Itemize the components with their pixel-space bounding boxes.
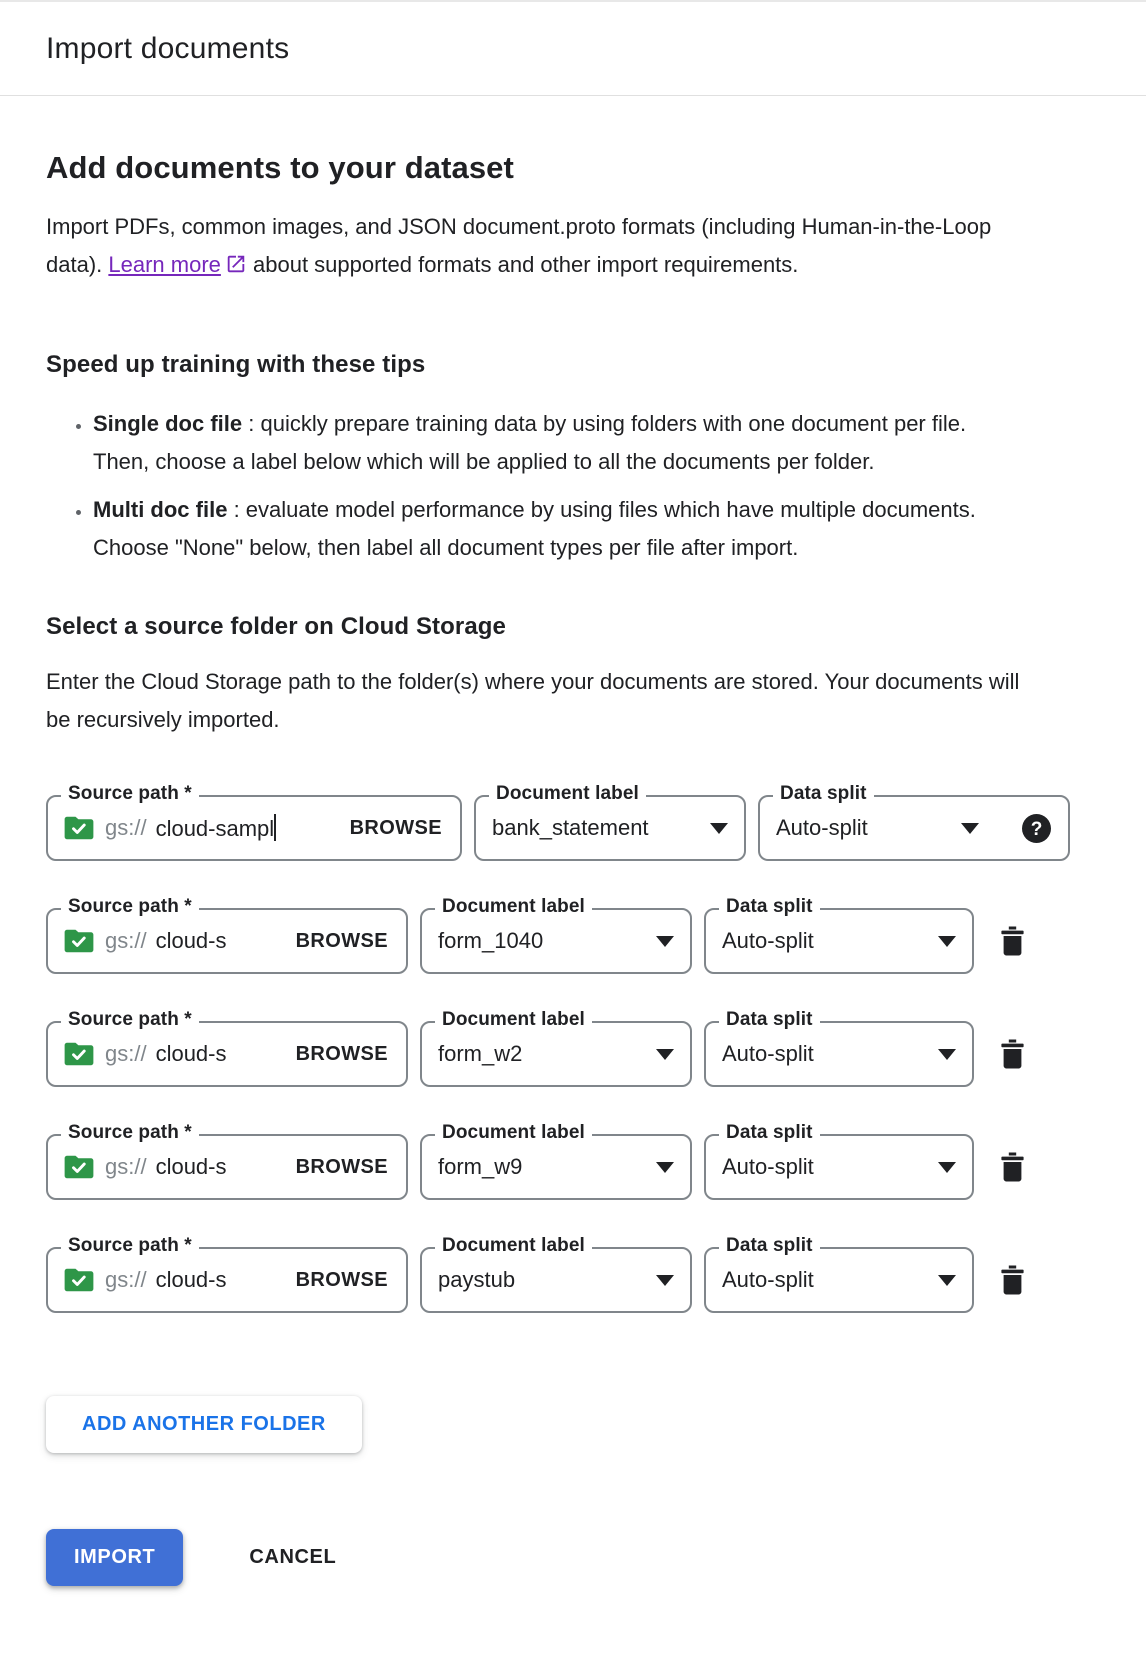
gs-prefix: gs://	[105, 1267, 147, 1292]
document-label-value: form_w2	[438, 1041, 523, 1066]
data-split-field[interactable]	[704, 1235, 974, 1313]
text-caret	[274, 814, 276, 841]
source-path-label: Source path *	[61, 1122, 199, 1144]
chevron-down-icon[interactable]	[656, 1162, 674, 1173]
delete-row-button[interactable]	[995, 1143, 1029, 1191]
data-split-value: Auto-split	[722, 1041, 814, 1066]
source-folder-rows	[46, 783, 1100, 1313]
data-split-value: Auto-split	[722, 1267, 814, 1292]
document-label-label: Document label	[435, 1122, 592, 1144]
source-path-field[interactable]	[46, 1235, 408, 1313]
source-folder-row	[46, 1122, 1100, 1200]
folder-check-icon	[64, 1041, 94, 1067]
data-split-label: Data split	[719, 1235, 820, 1257]
source-path-label: Source path *	[61, 1235, 199, 1257]
source-folder-heading: Select a source folder on Cloud Storage	[46, 613, 506, 640]
source-path-field[interactable]	[46, 1009, 408, 1087]
chevron-down-icon[interactable]	[656, 936, 674, 947]
tip-lead: Single doc file	[93, 411, 243, 436]
data-split-label: Data split	[773, 783, 874, 805]
help-icon[interactable]	[1021, 813, 1052, 844]
document-label-label: Document label	[435, 1009, 592, 1031]
source-path-input[interactable]: cloud-s	[155, 1154, 227, 1179]
document-label-value: bank_statement	[492, 815, 649, 840]
chevron-down-icon[interactable]	[938, 1275, 956, 1286]
add-another-folder-button[interactable]: ADD ANOTHER FOLDER	[46, 1396, 362, 1453]
folder-check-icon	[64, 1154, 94, 1180]
browse-button[interactable]: BROWSE	[294, 1265, 390, 1296]
document-label-field[interactable]	[420, 1122, 692, 1200]
source-folder-description: Enter the Cloud Storage path to the folder(s) where your documents are stored. Your documents will be recursively imported.	[46, 669, 1020, 732]
browse-button[interactable]: BROWSE	[294, 926, 390, 957]
source-path-field[interactable]	[46, 896, 408, 974]
chevron-down-icon[interactable]	[656, 1275, 674, 1286]
document-label-field[interactable]	[474, 783, 746, 861]
folder-check-icon	[64, 815, 94, 841]
gs-prefix: gs://	[105, 1041, 147, 1066]
page-title: Add documents to your dataset	[46, 150, 514, 185]
source-folder-row	[46, 1235, 1100, 1313]
folder-check-icon	[64, 1267, 94, 1293]
document-label-field[interactable]	[420, 896, 692, 974]
gs-prefix: gs://	[105, 815, 147, 840]
source-path-input[interactable]: cloud-sampl	[155, 816, 275, 841]
import-documents-panel	[0, 150, 1146, 1676]
dialog-title: Import documents	[46, 31, 290, 65]
intro-text-after: about supported formats and other import requirements.	[246, 252, 799, 277]
data-split-value: Auto-split	[722, 1154, 814, 1179]
chevron-down-icon[interactable]	[938, 1162, 956, 1173]
intro-paragraph	[46, 208, 1026, 287]
source-folder-row	[46, 783, 1100, 861]
delete-row-button[interactable]	[995, 917, 1029, 965]
chevron-down-icon[interactable]	[710, 823, 728, 834]
source-path-label: Source path *	[61, 1009, 199, 1031]
document-label-label: Document label	[435, 896, 592, 918]
document-label-value: form_1040	[438, 928, 544, 953]
document-label-value: paystub	[438, 1267, 516, 1292]
intro-text-before: Import PDFs, common images, and JSON document.proto formats (including Human-in-the-Loop data).	[46, 214, 992, 277]
tips-list	[46, 405, 1100, 567]
folder-check-icon	[64, 928, 94, 954]
tip-text: : quickly prepare training data by using folders with one document per file. Then, choose a label below which will be applied to all the documents per folder.	[93, 411, 967, 474]
browse-button[interactable]: BROWSE	[294, 1039, 390, 1070]
delete-row-button[interactable]	[995, 1030, 1029, 1078]
source-folder-row	[46, 1009, 1100, 1087]
chevron-down-icon[interactable]	[938, 936, 956, 947]
dialog-header	[0, 0, 1146, 96]
document-label-label: Document label	[435, 1235, 592, 1257]
data-split-label: Data split	[719, 1009, 820, 1031]
source-path-label: Source path *	[61, 783, 199, 805]
source-path-input[interactable]: cloud-s	[155, 928, 227, 953]
source-path-input[interactable]: cloud-s	[155, 1041, 227, 1066]
svg-text:?: ?	[1030, 818, 1043, 840]
document-label-field[interactable]	[420, 1009, 692, 1087]
browse-button[interactable]: BROWSE	[294, 1152, 390, 1183]
data-split-label: Data split	[719, 1122, 820, 1144]
document-label-field[interactable]	[420, 1235, 692, 1313]
source-path-label: Source path *	[61, 896, 199, 918]
document-label-value: form_w9	[438, 1154, 523, 1179]
chevron-down-icon[interactable]	[961, 823, 979, 834]
gs-prefix: gs://	[105, 1154, 147, 1179]
action-bar	[46, 1529, 1100, 1586]
source-folder-row	[46, 896, 1100, 974]
import-button[interactable]: IMPORT	[46, 1529, 183, 1586]
data-split-label: Data split	[719, 896, 820, 918]
tip-lead: Multi doc file	[93, 497, 228, 522]
tips-heading: Speed up training with these tips	[46, 351, 426, 378]
data-split-value: Auto-split	[776, 815, 868, 840]
browse-button[interactable]: BROWSE	[348, 813, 444, 844]
tip-multi-doc	[93, 491, 1028, 567]
learn-more-link[interactable]: Learn more	[108, 252, 221, 277]
source-path-input[interactable]: cloud-s	[155, 1267, 227, 1292]
chevron-down-icon[interactable]	[938, 1049, 956, 1060]
document-label-label: Document label	[489, 783, 646, 805]
gs-prefix: gs://	[105, 928, 147, 953]
delete-row-button[interactable]	[995, 1256, 1029, 1304]
chevron-down-icon[interactable]	[656, 1049, 674, 1060]
tip-text: : evaluate model performance by using files which have multiple documents. Choose "None" below, then label all document types per file after import.	[93, 497, 976, 560]
data-split-field[interactable]	[704, 896, 974, 974]
data-split-value: Auto-split	[722, 928, 814, 953]
tip-single-doc	[93, 405, 1028, 481]
data-split-field[interactable]	[704, 1122, 974, 1200]
source-path-field[interactable]	[46, 783, 462, 861]
cancel-button[interactable]: CANCEL	[231, 1536, 354, 1579]
external-link-icon	[225, 249, 247, 287]
source-path-field[interactable]	[46, 1122, 408, 1200]
data-split-field[interactable]	[758, 783, 1070, 861]
data-split-field[interactable]	[704, 1009, 974, 1087]
